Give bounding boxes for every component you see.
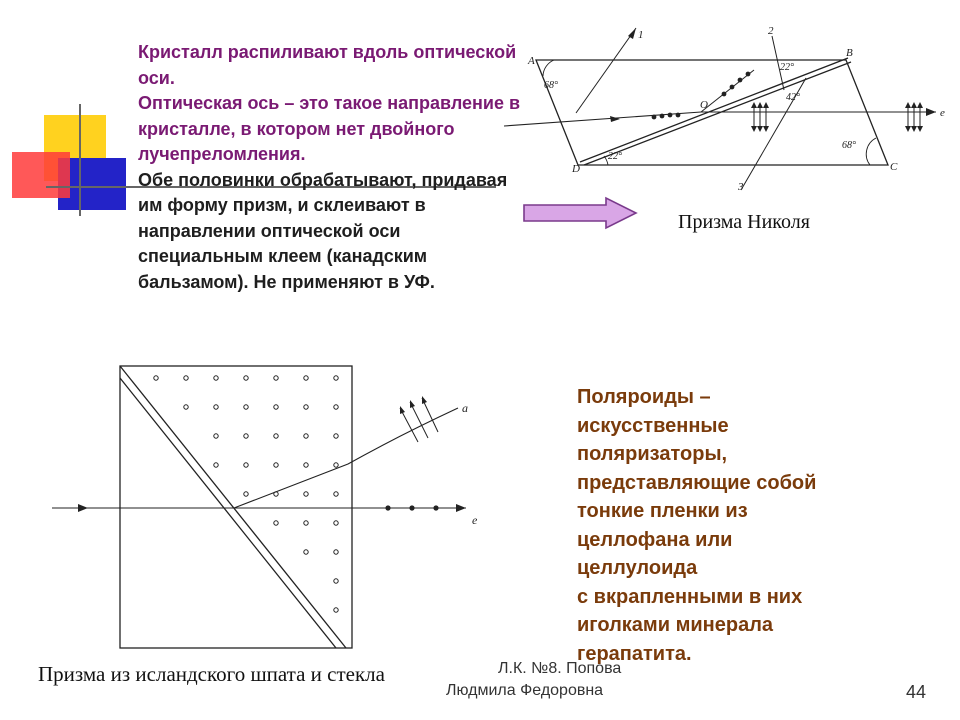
crystal-dot [304,434,308,438]
crystal-dot [304,405,308,409]
iceland-prism-caption: Призма из исландского шпата и стекла [38,662,385,686]
crystal-dot [274,405,278,409]
optical-axis-definition: Оптическая ось – это такое направление в кристалле, в котором нет двойного лучепреломления. [138,93,521,164]
crystal-dot [244,492,248,496]
slide-number: 44 [906,682,927,702]
crystal-dot [244,463,248,467]
vertex-c-label: C [890,161,898,173]
polaroid-line: Поляроиды – [577,386,711,408]
vertex-d-label: D [572,163,580,175]
polaroid-line: целлулоида [577,557,698,579]
crystal-dot [244,434,248,438]
beam-e-label-iceland: e [472,513,478,527]
polaroid-description [577,383,907,668]
ray-2-label: 2 [768,25,774,37]
polaroid-line: герапатита. [577,642,692,665]
crystal-dot [304,492,308,496]
point-o-label: O [700,99,708,111]
crystal-dot [184,376,188,380]
crystal-dot [334,434,338,438]
angle-68-right-label: 68° [842,140,856,151]
ray-3-label: 3 [738,181,744,193]
crystal-dot [334,376,338,380]
angle-42-label: 42° [786,92,800,103]
crystal-dot [274,376,278,380]
crystal-dot [154,376,158,380]
crystal-dot [214,434,218,438]
crystal-dot [244,376,248,380]
beam-a-label: a [462,401,468,415]
angle-22-top-label: 22° [780,62,794,73]
crystal-dot [244,405,248,409]
crystal-dot [334,521,338,525]
crystal-dot [214,376,218,380]
deco-line-vertical [79,104,81,216]
crystal-dot [334,405,338,409]
beam-e-label: e [940,107,945,119]
crystal-dot [304,550,308,554]
crystal-dot [274,434,278,438]
polaroid-line: с вкрапленными в них [577,585,803,608]
pointer-arrow-icon [522,196,640,230]
ray-1-label: 1 [638,29,644,41]
polaroid-line: тонкие пленки из [577,500,748,522]
polaroid-line: поляризаторы, [577,443,728,465]
polaroid-line: искусственные [577,414,729,437]
crystal-dot [214,405,218,409]
crystal-dot [214,463,218,467]
crystal-dot [274,463,278,467]
vertex-a-label: A [528,55,535,67]
crystal-dot [334,550,338,554]
footer-author-line1: Л.К. №8. Попова [498,660,622,677]
crystal-dot [304,463,308,467]
crystal-dot [274,521,278,525]
crystal-description [138,40,528,295]
angle-68-left-label: 68° [544,80,558,91]
crystal-dot [274,492,278,496]
crystal-dot [184,405,188,409]
crystal-dot [304,521,308,525]
footer-author-line2: Людмила Федоровна [446,682,604,699]
deco-square-red [12,152,70,198]
iceland-spar-prism-diagram [48,356,488,656]
crystal-dot [334,463,338,467]
polaroid-line: представляющие собой [577,471,817,494]
nicol-prism-caption: Призма Николя [678,211,810,233]
nicol-prism-diagram [496,18,960,198]
crystal-dot [334,579,338,583]
polaroid-line: целлофана или [577,528,733,551]
prism-fabrication-text: Обе половинки обрабатывают, придавая им форму призм, и склеивают в направлении оптической оси специальным клеем (канадским бальзамом). Не применяют в УФ. [138,169,508,292]
crystal-title-text: Кристалл распиливают вдоль оптической оси. [138,42,517,88]
angle-22-bottom-label: 22° [608,151,622,162]
vertex-b-label: B [846,47,853,59]
polaroid-line: иголками минерала [577,614,774,636]
crystal-dot [304,376,308,380]
crystal-dot [334,608,338,612]
crystal-dot [334,492,338,496]
